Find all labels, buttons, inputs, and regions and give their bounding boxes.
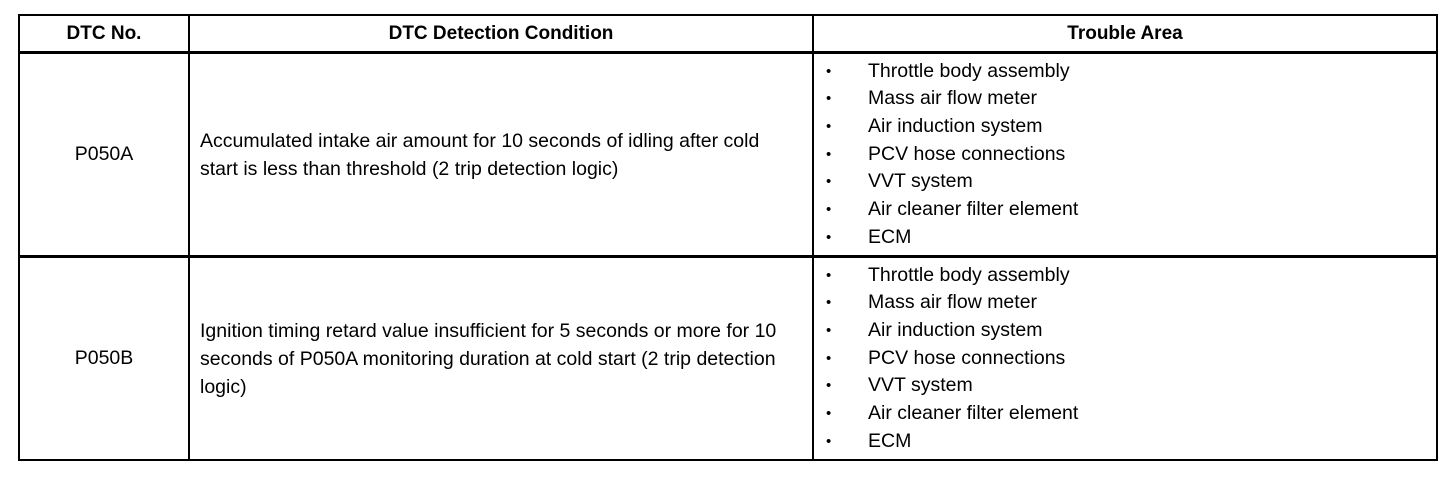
trouble-area-item: Mass air flow meter — [868, 87, 1038, 110]
trouble-area-item: PCV hose connections — [868, 346, 1066, 369]
bullet-icon: • — [826, 173, 832, 191]
trouble-area-list — [822, 262, 1436, 456]
list-item — [822, 113, 1436, 141]
table-row — [19, 257, 1437, 461]
header-row — [19, 15, 1437, 53]
bullet-icon: • — [826, 432, 832, 450]
bullet-icon: • — [826, 117, 832, 135]
bullet-icon: • — [826, 377, 832, 395]
list-item — [822, 196, 1436, 224]
trouble-area-cell — [813, 257, 1437, 461]
trouble-area-list — [822, 58, 1436, 252]
list-item — [822, 85, 1436, 113]
dtc-table — [18, 14, 1438, 461]
list-item — [822, 317, 1436, 345]
table-row — [19, 53, 1437, 257]
trouble-area-item: Throttle body assembly — [868, 59, 1070, 82]
trouble-area-item: Air induction system — [868, 318, 1043, 341]
trouble-area-item: ECM — [868, 225, 912, 248]
trouble-area-item: Throttle body assembly — [868, 263, 1070, 286]
bullet-icon: • — [826, 90, 832, 108]
bullet-icon: • — [826, 62, 832, 80]
list-item — [822, 224, 1436, 252]
list-item — [822, 428, 1436, 456]
list-item — [822, 345, 1436, 373]
bullet-icon: • — [826, 349, 832, 367]
header-trouble-area: Trouble Area — [813, 15, 1437, 53]
trouble-area-item: Air induction system — [868, 114, 1043, 137]
bullet-icon: • — [826, 294, 832, 312]
bullet-icon: • — [826, 145, 832, 163]
trouble-area-item: Air cleaner filter element — [868, 402, 1079, 425]
dtc-code: P050A — [19, 53, 189, 257]
trouble-area-item: VVT system — [868, 374, 973, 397]
detection-condition: Accumulated intake air amount for 10 seconds of idling after cold start is less than threshold (2 trip detection logic) — [189, 53, 813, 257]
bullet-icon: • — [826, 405, 832, 423]
detection-condition: Ignition timing retard value insufficient for 5 seconds or more for 10 seconds of P050A monitoring duration at cold start (2 trip detection logic) — [189, 257, 813, 461]
trouble-area-item: ECM — [868, 429, 912, 452]
trouble-area-item: VVT system — [868, 170, 973, 193]
trouble-area-item: Mass air flow meter — [868, 291, 1038, 314]
list-item — [822, 400, 1436, 428]
list-item — [822, 58, 1436, 86]
bullet-icon: • — [826, 228, 832, 246]
header-detection-condition: DTC Detection Condition — [189, 15, 813, 53]
trouble-area-item: PCV hose connections — [868, 142, 1066, 165]
list-item — [822, 289, 1436, 317]
bullet-icon: • — [826, 266, 832, 284]
dtc-code: P050B — [19, 257, 189, 461]
list-item — [822, 141, 1436, 169]
header-dtc-no: DTC No. — [19, 15, 189, 53]
trouble-area-item: Air cleaner filter element — [868, 198, 1079, 221]
list-item — [822, 262, 1436, 290]
bullet-icon: • — [826, 321, 832, 339]
trouble-area-cell — [813, 53, 1437, 257]
list-item — [822, 372, 1436, 400]
list-item — [822, 168, 1436, 196]
bullet-icon: • — [826, 201, 832, 219]
